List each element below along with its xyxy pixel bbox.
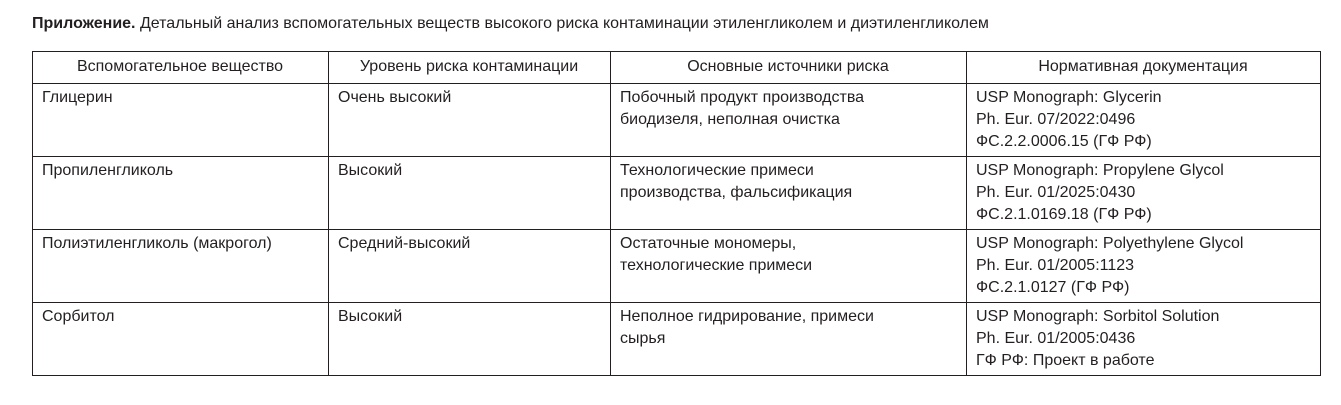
cell-risk-sources [611, 157, 967, 230]
cell-excipient: Полиэтиленгликоль (макрогол) [33, 230, 329, 303]
header-risk-sources: Основные источники риска [611, 52, 967, 84]
text-line: технологические примеси [620, 257, 813, 274]
caption-text: Детальный анализ вспомогательных веществ высокого риска контаминации этиленгликолем и диэтиленгликолем [139, 15, 989, 32]
text-line: ГФ РФ: Проект в работе [976, 352, 1155, 369]
text-line: USP Monograph: Polyethylene Glycol [976, 235, 1244, 252]
cell-risk-level: Средний-высокий [329, 230, 611, 303]
cell-excipient: Глицерин [33, 84, 329, 157]
text-line: ФС.2.2.0006.15 (ГФ РФ) [976, 133, 1152, 150]
cell-risk-level: Очень высокий [329, 84, 611, 157]
text-line: биодизеля, неполная очистка [620, 111, 840, 128]
table-row [33, 157, 1321, 230]
cell-regulatory-docs [967, 303, 1321, 376]
caption-label: Приложение. [32, 15, 136, 32]
text-line: USP Monograph: Glycerin [976, 89, 1162, 106]
header-regulatory-docs: Нормативная документация [967, 52, 1321, 84]
table-row [33, 303, 1321, 376]
table-caption [32, 14, 989, 34]
table-row [33, 84, 1321, 157]
cell-regulatory-docs [967, 157, 1321, 230]
cell-regulatory-docs [967, 84, 1321, 157]
cell-regulatory-docs [967, 230, 1321, 303]
cell-risk-sources [611, 230, 967, 303]
text-line: сырья [620, 330, 666, 347]
text-line: Ph. Eur. 07/2022:0496 [976, 111, 1136, 128]
text-line: USP Monograph: Propylene Glycol [976, 162, 1224, 179]
cell-risk-sources [611, 84, 967, 157]
table-row [33, 230, 1321, 303]
table-header-row [33, 52, 1321, 84]
text-line: Ph. Eur. 01/2005:0436 [976, 330, 1136, 347]
header-risk-level: Уровень риска контаминации [329, 52, 611, 84]
cell-excipient: Сорбитол [33, 303, 329, 376]
cell-risk-level: Высокий [329, 157, 611, 230]
text-line: Ph. Eur. 01/2005:1123 [976, 257, 1135, 274]
text-line: производства, фальсификация [620, 184, 853, 201]
text-line: Побочный продукт производства [620, 89, 865, 106]
text-line: Неполное гидрирование, примеси [620, 308, 874, 325]
text-line: Ph. Eur. 01/2025:0430 [976, 184, 1136, 201]
header-excipient: Вспомогательное вещество [33, 52, 329, 84]
text-line: USP Monograph: Sorbitol Solution [976, 308, 1220, 325]
excipients-table [32, 51, 1321, 376]
text-line: ФС.2.1.0169.18 (ГФ РФ) [976, 206, 1152, 223]
text-line: Технологические примеси [620, 162, 814, 179]
text-line: Остаточные мономеры, [620, 235, 797, 252]
cell-excipient: Пропиленгликоль [33, 157, 329, 230]
cell-risk-sources [611, 303, 967, 376]
text-line: ФС.2.1.0127 (ГФ РФ) [976, 279, 1130, 296]
cell-risk-level: Высокий [329, 303, 611, 376]
